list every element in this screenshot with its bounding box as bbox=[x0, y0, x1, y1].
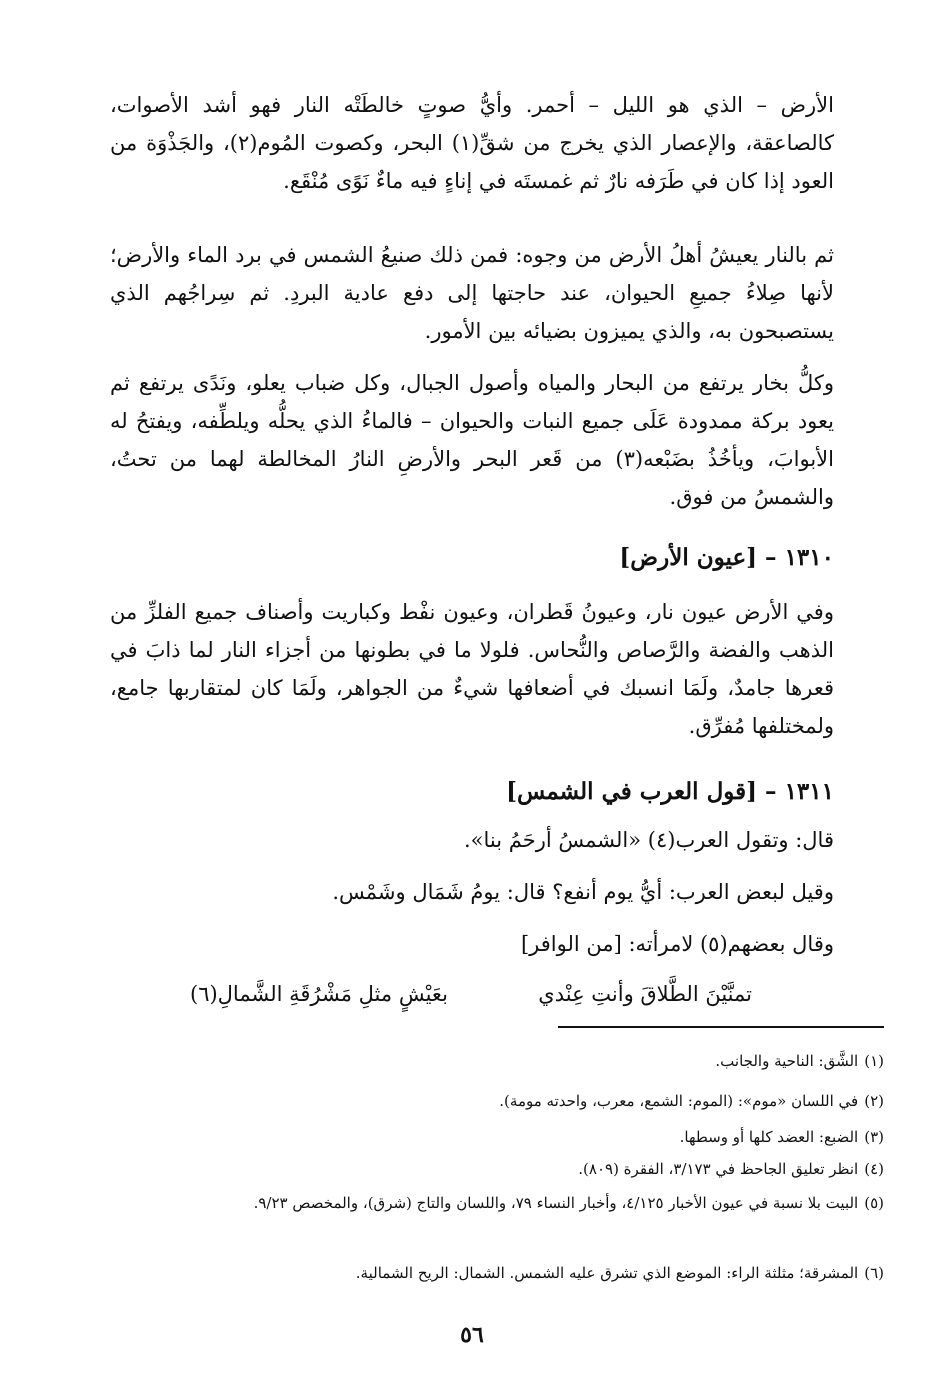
arab-saying-line: قال: وتقول العرب(٤) «الشمسُ أرحَمُ بنا». bbox=[463, 828, 834, 852]
footnote-3 bbox=[108, 1124, 884, 1150]
footnote-text: الشَّق: الناحية والجانب. bbox=[715, 1052, 859, 1070]
footnote-text: انظر تعليق الجاحظ في ٣/١٧٣، الفقرة (٨٠٩). bbox=[578, 1160, 859, 1178]
question-line: وقيل لبعض العرب: أيُّ يوم أنفع؟ قال: يومُ شَمَال وشَمْس. bbox=[332, 880, 834, 904]
footnote-separator bbox=[558, 1026, 884, 1028]
section-heading-1310: ١٣١٠ – [عيون الأرض] bbox=[619, 544, 834, 571]
verse-first-hemistich: تمنَّيْنَ الطَّلاقَ وأنتِ عِنْدي bbox=[538, 982, 752, 1006]
footnote-text: الضبع: العضد كلها أو وسطها. bbox=[679, 1128, 859, 1146]
footnote-4 bbox=[108, 1156, 884, 1182]
paragraph-earth-springs: وفي الأرض عيون نار، وعيونُ قَطران، وعيون نفْط وكباريت وأصناف جميع الفلزِّ من الذهب والفضة والرَّصاص والنُّحاس. فلولا ما في بطونها من أجزاء النار لما ذابَ في قعرها جامدٌ، ولَمَا انسبك في أضعافها شيءٌ من الجواهر، ولَمَا كان لمتقاربها جامع، ولمختلفها مُفرِّق. bbox=[110, 600, 834, 738]
footnote-number: (٦) bbox=[864, 1264, 884, 1282]
verse-intro-line: وقال بعضهم(٥) لامرأته: [من الوافر] bbox=[520, 932, 834, 956]
page-number: ٥٦ bbox=[460, 1322, 484, 1348]
footnote-number: (٢) bbox=[864, 1092, 884, 1110]
footnote-text: البيت بلا نسبة في عيون الأخبار ٤/١٢٥، وأخبار النساء ٧٩، واللسان والتاج (شرق)، والمخصص ٩/٢٣. bbox=[253, 1194, 859, 1212]
footnote-number: (٣) bbox=[864, 1128, 884, 1146]
footnote-text: المشرقة؛ مثلثة الراء: الموضع الذي تشرق عليه الشمس. الشمال: الريح الشمالية. bbox=[355, 1264, 859, 1282]
footnote-number: (٤) bbox=[864, 1160, 884, 1178]
footnote-6 bbox=[108, 1260, 884, 1286]
paragraph-vapor-and-dew: وكلُّ بخار يرتفع من البحار والمياه وأصول الجبال، وكل ضباب يعلو، ونَدًى يرتفع ثم يعود بركة ممدودة عَلَى جميع النبات والحيوان – فالماءُ الذي يحلُّه ويلطِّفه، ويفتحُ له الأبوابَ، ويأخُذُ بضَبْعه(٣) من قَعر البحر والأرضِ النارُ المخالطة لهما من تحتُ، والشمسُ من فوق. bbox=[110, 371, 834, 509]
footnote-number: (٥) bbox=[864, 1194, 884, 1212]
paragraph-living-by-fire: ثم بالنار يعيشُ أهلُ الأرض من وجوه: فمن ذلك صنيعُ الشمس في برد الماء والأرض؛ لأنها صِلاءُ جميعِ الحيوان، عند حاجتها إلى دفع عادية البردِ. ثم سِراجُهم الذي يستصبحون به، والذي يميزون بضيائه بين الأمور. bbox=[110, 243, 834, 343]
verse-second-hemistich: بعَيْشٍ مثلِ مَشْرُقَةِ الشَّمالِ(٦) bbox=[190, 982, 448, 1006]
footnote-2 bbox=[108, 1088, 884, 1114]
paragraph-fire-sounds: الأرض – الذي هو الليل – أحمر. وأيُّ صوتٍ خالطَتْه النار فهو أشد الأصوات، كالصاعقة، والإعصار الذي يخرج من شقِّ(١) البحر، وكصوت المُوم(٢)، والجَذْوَة من العود إذا كان في طَرَفه نارٌ ثم غمستَه في إناءٍ فيه ماءٌ نَوًى مُنْقَع. bbox=[110, 93, 834, 193]
footnote-1 bbox=[108, 1048, 884, 1074]
section-heading-1311: ١٣١١ – [قول العرب في الشمس] bbox=[506, 778, 834, 805]
footnote-5 bbox=[108, 1190, 884, 1216]
footnote-number: (١) bbox=[864, 1052, 884, 1070]
footnote-text: في اللسان «موم»: (الموم: الشمع، معرب، واحدته مومة). bbox=[499, 1092, 859, 1110]
